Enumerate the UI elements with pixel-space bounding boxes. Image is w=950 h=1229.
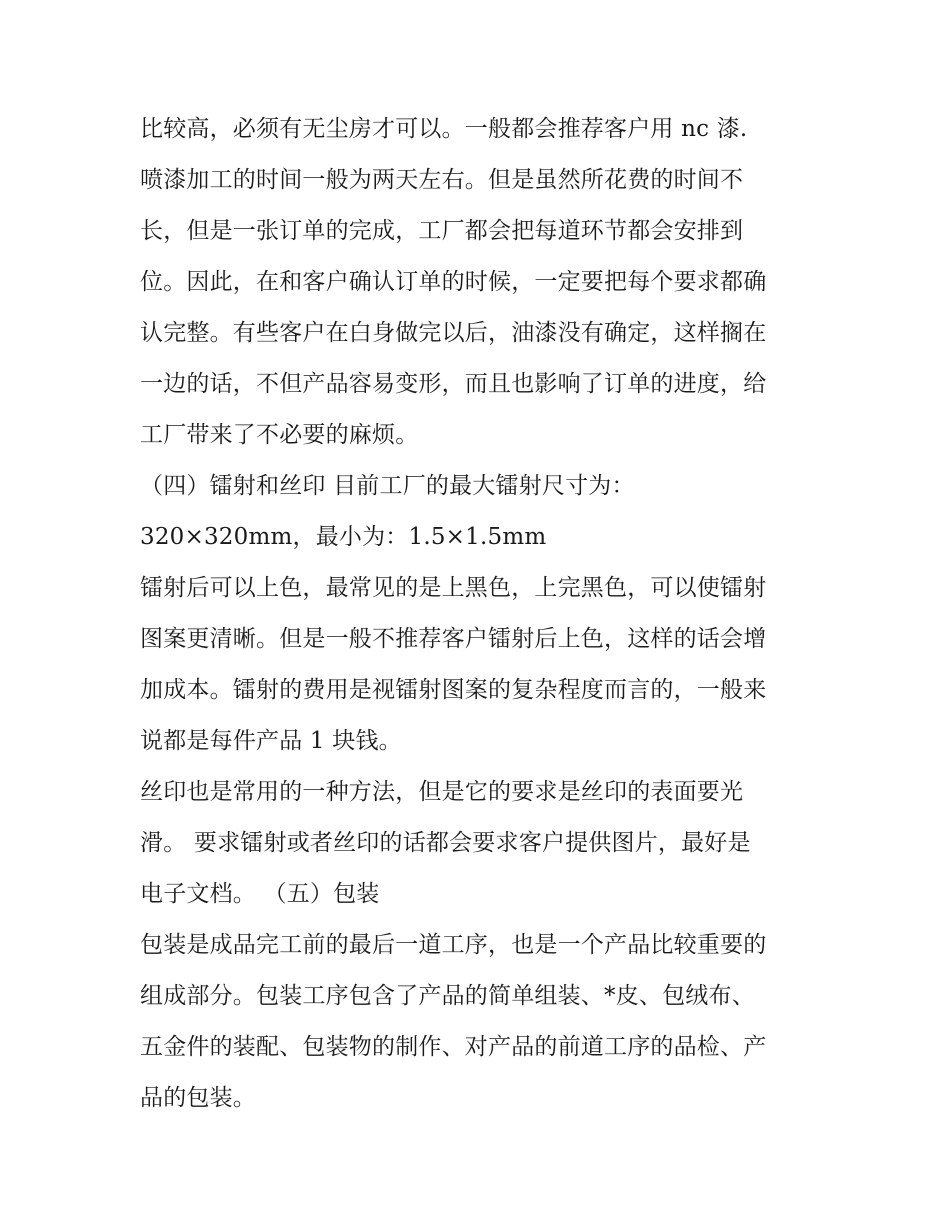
text-line: 品的包装。 [140, 1085, 256, 1111]
text-line: 比较高，必须有无尘房才可以。一般都会推荐客户用 nc 漆. [140, 116, 748, 142]
text-line: 组成部分。包装工序包含了产品的简单组装、*皮、包绒布、 [140, 983, 755, 1009]
text-line: 位。因此，在和客户确认订单的时候，一定要把每个要求都确 [140, 269, 767, 295]
text-line: 喷漆加工的时间一般为两天左右。但是虽然所花费的时间不 [140, 167, 744, 193]
text-line: 五金件的装配、包装物的制作、对产品的前道工序的品检、产 [140, 1034, 767, 1060]
section-heading-laser-silkscreen: （四）镭射和丝印 目前工厂的最大镭射尺寸为： [140, 473, 635, 499]
text-line: 滑。 要求镭射或者丝印的话都会要求客户提供图片，最好是 [140, 830, 751, 856]
text-line: 加成本。镭射的费用是视镭射图案的复杂程度而言的，一般来 [140, 677, 767, 703]
text-line: 一边的话，不但产品容易变形，而且也影响了订单的进度，给 [140, 371, 767, 397]
text-line: 说都是每件产品 1 块钱。 [140, 728, 402, 754]
text-line: 认完整。有些客户在白身做完以后，油漆没有确定，这样搁在 [140, 320, 767, 346]
text-line: 丝印也是常用的一种方法，但是它的要求是丝印的表面要光 [140, 779, 744, 805]
text-line: 包装是成品完工前的最后一道工序，也是一个产品比较重要的 [140, 932, 767, 958]
section-heading-packaging: 电子文档。 （五）包装 [140, 881, 380, 907]
text-line: 工厂带来了不必要的麻烦。 [140, 422, 419, 448]
text-line: 图案更清晰。但是一般不推荐客户镭射后上色，这样的话会增 [140, 626, 767, 652]
text-line: 320×320mm，最小为：1.5×1.5mm [140, 524, 547, 550]
text-line: 镭射后可以上色，最常见的是上黑色，上完黑色，可以使镭射 [140, 575, 767, 601]
text-line: 长，但是一张订单的完成，工厂都会把每道环节都会安排到 [140, 218, 744, 244]
